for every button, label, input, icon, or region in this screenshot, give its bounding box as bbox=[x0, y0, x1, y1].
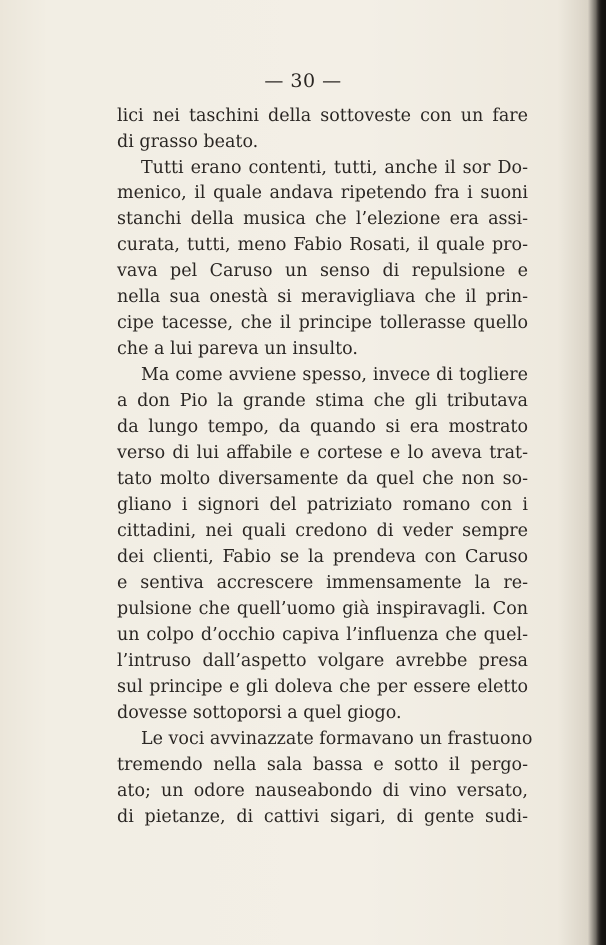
text-line: che a lui pareva un insulto. bbox=[117, 339, 358, 359]
text-line: cipe tacesse, che il principe tollerasse quello bbox=[117, 313, 528, 333]
text-line: curata, tutti, meno Fabio Rosati, il quale pro- bbox=[117, 235, 528, 255]
text-line: l’intruso dall’aspetto volgare avrebbe presa bbox=[117, 651, 528, 671]
text-line: menico, il quale andava ripetendo fra i suoni bbox=[117, 183, 528, 203]
text-line: verso di lui affabile e cortese e lo aveva trat- bbox=[117, 443, 528, 463]
page-edge-shadow bbox=[596, 0, 606, 945]
text-line: Tutti erano contenti, tutti, anche il sor Do- bbox=[141, 158, 528, 178]
text-line: tato molto diversamente da quel che non so- bbox=[117, 469, 528, 489]
text-line: lici nei taschini della sottoveste con un fare bbox=[117, 106, 528, 126]
text-line: Ma come avviene spesso, invece di togliere bbox=[141, 365, 528, 385]
text-line: un colpo d’occhio capiva l’influenza che quel- bbox=[117, 625, 528, 645]
text-line: nella sua onestà si meravigliava che il prin- bbox=[117, 287, 528, 307]
text-line: di pietanze, di cattivi sigari, di gente sudi- bbox=[117, 807, 528, 827]
text-line: vava pel Caruso un senso di repulsione e bbox=[117, 261, 528, 281]
text-line: cittadini, nei quali credono di veder sempre bbox=[117, 521, 528, 541]
text-line: sul principe e gli doleva che per essere eletto bbox=[117, 677, 528, 697]
text-line: a don Pio la grande stima che gli tributava bbox=[117, 391, 528, 411]
text-line: dovesse sottoporsi a quel giogo. bbox=[117, 703, 402, 723]
text-line: e sentiva accrescere immensamente la re- bbox=[117, 573, 528, 593]
text-line: dei clienti, Fabio se la prendeva con Caruso bbox=[117, 547, 528, 567]
text-line: da lungo tempo, da quando si era mostrato bbox=[117, 417, 528, 437]
text-line: pulsione che quell’uomo già inspiravagli. Con bbox=[117, 599, 528, 619]
text-line: Le voci avvinazzate formavano un frastuono bbox=[141, 729, 533, 749]
text-line: stanchi della musica che l’elezione era assi- bbox=[117, 209, 528, 229]
text-line: di grasso beato. bbox=[117, 132, 259, 152]
text-line: ato; un odore nauseabondo di vino versato, bbox=[117, 781, 528, 801]
page-number: — 30 — bbox=[264, 70, 342, 92]
text-line: tremendo nella sala bassa e sotto il pergo- bbox=[117, 755, 528, 775]
text-line: gliano i signori del patriziato romano con i bbox=[117, 495, 528, 515]
